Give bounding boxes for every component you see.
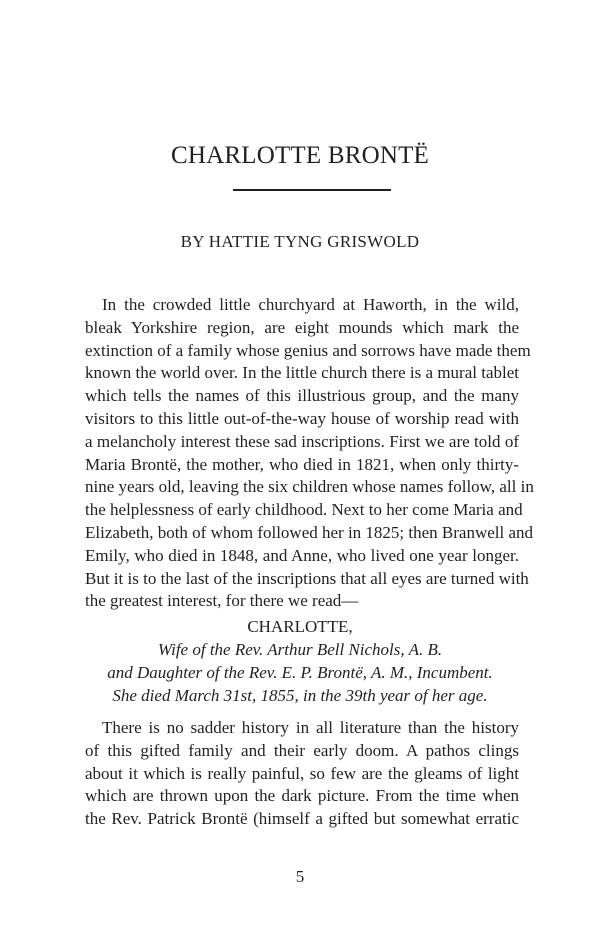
text-line: In the crowded little churchyard at Haworth, in the wild, <box>102 295 519 314</box>
text-line: Maria Brontë, the mother, who died in 1821, when only thirty- <box>85 454 519 474</box>
chapter-title: CHARLOTTE BRONTË <box>170 142 430 169</box>
text-line: bleak Yorkshire region, are eight mounds which mark the <box>85 317 519 337</box>
text-line: about it which is really painful, so few are the gleams of light <box>85 763 519 783</box>
inscription-name: CHARLOTTE, <box>247 617 353 636</box>
text-line: of this gifted family and their early doom. A pathos clings <box>85 740 519 760</box>
text-line: There is no sadder history in all literature than the history <box>102 718 519 737</box>
tablet-inscription <box>0 615 600 707</box>
paragraph-2 <box>85 717 519 831</box>
page-number: 5 <box>295 867 305 886</box>
title-rule <box>233 189 391 191</box>
text-line: Elizabeth, both of whom followed her in 1825; then Branwell and <box>85 522 534 542</box>
paragraph-1 <box>85 294 534 613</box>
text-line: the Rev. Patrick Brontë (himself a gifted but somewhat erratic <box>85 809 519 829</box>
text-line: which tells the names of this illustrious group, and the many <box>85 386 519 406</box>
inscription-line: and Daughter of the Rev. E. P. Brontë, A. M., Incumbent. <box>107 663 493 682</box>
text-line: which are thrown upon the dark picture. From the time when <box>85 786 519 806</box>
text-line: known the world over. In the little church there is a mural tablet <box>85 363 519 383</box>
text-line: the helplessness of early childhood. Next to her come Maria and <box>85 500 523 520</box>
text-line: But it is to the last of the inscriptions that all eyes are turned with <box>85 568 529 588</box>
author-byline: BY HATTIE TYNG GRISWOLD <box>180 232 420 251</box>
text-line: the greatest interest, for there we read— <box>85 591 359 611</box>
text-line: nine years old, leaving the six children whose names follow, all in <box>85 477 534 497</box>
inscription-line: Wife of the Rev. Arthur Bell Nichols, A. B. <box>157 640 443 659</box>
text-line: visitors to this little out-of-the-way house of worship read with <box>85 408 519 428</box>
inscription-line: She died March 31st, 1855, in the 39th year of her age. <box>112 686 488 705</box>
text-line: extinction of a family whose genius and sorrows have made them <box>85 340 531 360</box>
text-line: a melancholy interest these sad inscriptions. First we are told of <box>85 431 519 451</box>
text-line: Emily, who died in 1848, and Anne, who lived one year longer. <box>85 545 519 565</box>
